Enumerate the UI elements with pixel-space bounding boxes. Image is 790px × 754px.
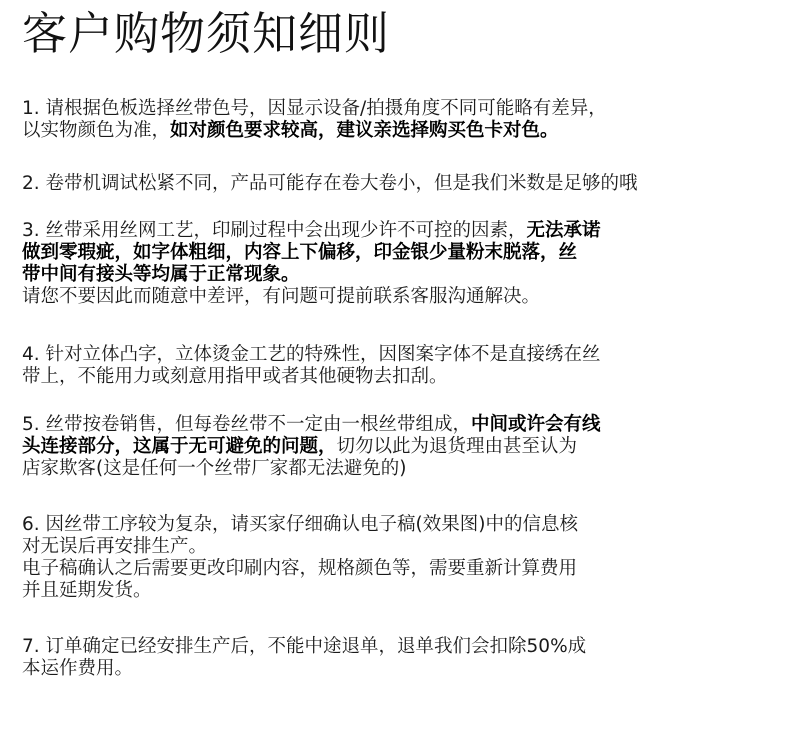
notice-text: 对无误后再安排生产。 <box>22 536 208 557</box>
notice-line <box>22 98 772 120</box>
notice-text: 6. 因丝带工序较为复杂，请买家仔细确认电子稿(效果图)中的信息核 <box>22 514 578 535</box>
notice-line <box>22 636 772 658</box>
notice-text: 3. 丝带采用丝网工艺，印刷过程中会出现少许不可控的因素， <box>22 220 527 241</box>
notice-text: 以实物颜色为准， <box>22 120 171 141</box>
notice-line <box>22 120 772 142</box>
notice-text-bold: 中间或许会有线 <box>471 414 601 435</box>
notice-text: 并且延期发货。 <box>22 580 152 601</box>
notice-line <box>22 264 772 286</box>
notice-text: 切勿以此为退货理由甚至认为 <box>336 436 578 457</box>
notice-text: 2. 卷带机调试松紧不同，产品可能存在卷大卷小，但是我们米数是足够的哦 <box>22 173 638 194</box>
notice-line <box>22 366 772 388</box>
notice-line <box>22 658 772 680</box>
notice-text-bold: 无法承诺 <box>526 220 601 241</box>
notice-text: 店家欺客(这是任何一个丝带厂家都无法避免的) <box>22 458 407 479</box>
notice-text: 5. 丝带按卷销售，但每卷丝带不一定由一根丝带组成， <box>22 414 472 435</box>
notice-item-2 <box>22 173 772 195</box>
notice-text: 1. 请根据色板选择丝带色号，因显示设备/拍摄角度不同可能略有差异， <box>22 98 607 119</box>
notice-text-bold: 头连接部分，这属于无可避免的问题， <box>22 436 337 457</box>
notice-text: 4. 针对立体凸字，立体烫金工艺的特殊性，因图案字体不是直接绣在丝 <box>22 344 601 365</box>
notice-text: 请您不要因此而随意中差评，有问题可提前联系客服沟通解决。 <box>22 286 541 307</box>
notice-text: 本运作费用。 <box>22 658 134 679</box>
notice-line <box>22 286 772 308</box>
notice-item-1 <box>22 98 772 142</box>
notice-line <box>22 458 772 480</box>
notice-item-3 <box>22 220 772 308</box>
notice-text-bold: 带中间有接头等均属于正常现象。 <box>22 264 300 285</box>
page-title: 客户购物须知细则 <box>22 7 391 60</box>
notice-item-4 <box>22 344 772 388</box>
notice-text-bold: 做到零瑕疵，如字体粗细，内容上下偏移，印金银少量粉末脱落，丝 <box>22 242 578 263</box>
notice-line <box>22 514 772 536</box>
notice-line <box>22 173 772 195</box>
notice-line <box>22 536 772 558</box>
notice-item-6 <box>22 514 772 602</box>
notice-text: 电子稿确认之后需要更改印刷内容，规格颜色等，需要重新计算费用 <box>22 558 578 579</box>
notice-line <box>22 220 772 242</box>
notice-text-bold: 如对颜色要求较高，建议亲选择购买色卡对色。 <box>170 120 559 141</box>
notice-text: 7. 订单确定已经安排生产后，不能中途退单，退单我们会扣除50%成 <box>22 636 587 657</box>
notice-line <box>22 436 772 458</box>
notice-line <box>22 242 772 264</box>
notice-line <box>22 414 772 436</box>
notice-item-7 <box>22 636 772 680</box>
notice-line <box>22 580 772 602</box>
notice-text: 带上，不能用力或刻意用指甲或者其他硬物去扣刮。 <box>22 366 448 387</box>
notice-line <box>22 558 772 580</box>
notice-line <box>22 344 772 366</box>
notice-item-5 <box>22 414 772 480</box>
